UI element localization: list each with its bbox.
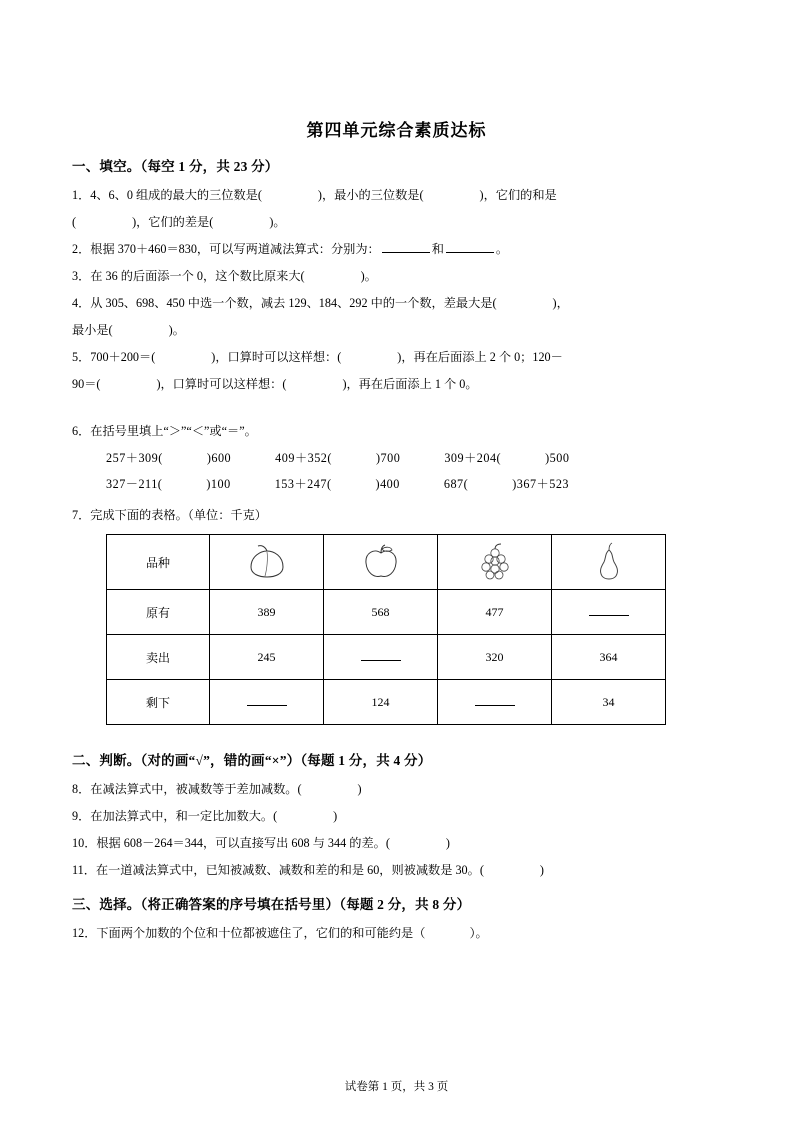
apple-icon [325, 543, 436, 581]
q1-text-c: )，它们的和是 [479, 188, 557, 202]
q4-text-d: )。 [168, 323, 185, 338]
question-2 [72, 237, 721, 262]
q6-item-6: 687( )367＋523 [443, 476, 570, 491]
question-6-prompt: 6．在括号里填上“＞”“＜”或“＝”。 [72, 424, 257, 439]
q6-item-3: 309＋204( )500 [444, 451, 570, 466]
question-5-line-1 [72, 345, 721, 370]
question-3 [72, 264, 721, 289]
q6-item-1: 257＋309( )600 [106, 451, 232, 466]
grapes-icon-cell [438, 535, 552, 590]
q12-text-a: 12．下面两个加数的个位和十位都被遮住了，它们的和可能约是（ [72, 926, 426, 941]
question-12 [72, 921, 721, 946]
question-10 [72, 831, 721, 856]
question-4-line-1 [72, 291, 721, 316]
grapes-icon [439, 542, 550, 582]
q10-text-b: ) [445, 836, 450, 851]
cell-sold-pear[interactable]: 364 [552, 635, 666, 680]
table-row-sold [107, 635, 666, 680]
cell-left-apple[interactable]: 124 [324, 680, 438, 725]
question-1-line-1 [72, 183, 721, 208]
row-label-left: 剩下 [107, 680, 210, 725]
cell-original-apple[interactable]: 568 [324, 590, 438, 635]
cell-left-pear[interactable]: 34 [552, 680, 666, 725]
question-9 [72, 804, 721, 829]
table-header-category: 品种 [107, 535, 210, 590]
cell-sold-apple[interactable] [324, 635, 438, 680]
q1-text-f: )。 [269, 215, 286, 230]
cell-left-grapes[interactable] [438, 680, 552, 725]
q5-text-e: )，口算时可以这样想：( [156, 377, 287, 392]
q10-text-a: 10．根据 608－264＝344，可以直接写出 608 与 344 的差。( [72, 836, 390, 851]
q5-text-c: )，再在后面添上 2 个 0；120－ [397, 350, 563, 365]
q6-item-4: 327－211( )100 [106, 476, 231, 491]
section-heading-true-false: 二、判断。（对的画“√”，错的画“×”）（每题 1 分，共 4 分） [72, 753, 432, 769]
q2-answer-blank-2[interactable] [446, 242, 494, 253]
q5-text-a: 5．700＋200＝( [72, 350, 156, 365]
question-4-line-2 [72, 318, 721, 343]
cell-sold-peach[interactable]: 245 [210, 635, 324, 680]
q1-text-b: )，最小的三位数是( [317, 188, 424, 202]
cell-left-peach[interactable] [210, 680, 324, 725]
apple-icon-cell [324, 535, 438, 590]
q3-text-a: 3．在 36 的后面添一个 0，这个数比原来大( [72, 269, 305, 284]
cell-original-grapes[interactable]: 477 [438, 590, 552, 635]
pear-icon-cell [552, 535, 666, 590]
table-row-header [107, 535, 666, 590]
q2-text-b: 和 [431, 242, 444, 257]
cell-original-pear[interactable] [552, 590, 666, 635]
q2-text-c: 。 [495, 242, 509, 257]
question-7-prompt: 7．完成下面的表格。（单位：千克） [72, 508, 267, 523]
q2-text-a: 2．根据 370＋460＝830，可以写两道减法算式：分别为： [72, 242, 380, 257]
q6-item-5: 153＋247( )400 [274, 476, 400, 491]
cell-sold-grapes[interactable]: 320 [438, 635, 552, 680]
page-footer: 试卷第 1 页，共 3 页 [344, 1081, 449, 1093]
q4-text-a: 4．从 305、698、450 中选一个数，减去 129、184、292 中的一个数，差最大是( [72, 296, 497, 311]
question-6-row-1 [106, 446, 721, 472]
question-11 [72, 858, 721, 883]
q3-text-b: )。 [360, 269, 377, 284]
question-6-row-2 [106, 472, 721, 498]
answer-blank[interactable] [589, 605, 629, 617]
section-heading-fill-in-blank: 一、填空。（每空 1 分，共 23 分） [72, 159, 279, 174]
q2-answer-blank-1[interactable] [382, 242, 430, 253]
pear-icon [553, 541, 664, 583]
page-title: 第四单元综合素质达标 [306, 121, 487, 140]
q9-text-a: 9．在加法算式中，和一定比加数大。( [72, 809, 278, 824]
q5-text-f: )，再在后面添上 1 个 0。 [342, 377, 478, 392]
row-label-original: 原有 [107, 590, 210, 635]
row-label-sold: 卖出 [107, 635, 210, 680]
question-1-line-2 [72, 210, 721, 235]
q11-text-a: 11．在一道减法算式中，已知被减数、减数和差的和是 60，则被减数是 30。( [72, 863, 484, 878]
section-heading-choice: 三、选择。（将正确答案的序号填在括号里）（每题 2 分，共 8 分） [72, 897, 471, 913]
q9-text-b: ) [333, 809, 338, 824]
peach-icon-cell [210, 535, 324, 590]
peach-icon [211, 543, 322, 581]
q11-text-b: ) [539, 863, 544, 878]
cell-original-peach[interactable]: 389 [210, 590, 324, 635]
q5-text-d: 90＝( [72, 377, 101, 392]
question-8 [72, 777, 721, 802]
answer-blank[interactable] [247, 695, 287, 707]
q1-text-a: 1．4、6、0 组成的最大的三位数是( [72, 188, 262, 202]
q1-text-d: ( [72, 215, 77, 230]
q8-text-b: ) [357, 782, 362, 797]
q5-text-b: )，口算时可以这样想：( [211, 350, 342, 365]
q8-text-a: 8．在减法算式中，被减数等于差加减数。( [72, 782, 302, 797]
q4-text-b: )， [552, 296, 569, 311]
answer-blank[interactable] [475, 695, 515, 707]
fruit-table [106, 534, 666, 725]
q1-text-e: )，它们的差是( [132, 215, 214, 230]
q6-item-2: 409＋352( )700 [275, 451, 401, 466]
table-row-original [107, 590, 666, 635]
q12-text-b: ）。 [469, 926, 488, 941]
question-5-line-2 [72, 372, 721, 397]
table-row-left [107, 680, 666, 725]
q4-text-c: 最小是( [72, 323, 113, 338]
answer-blank[interactable] [361, 650, 401, 662]
